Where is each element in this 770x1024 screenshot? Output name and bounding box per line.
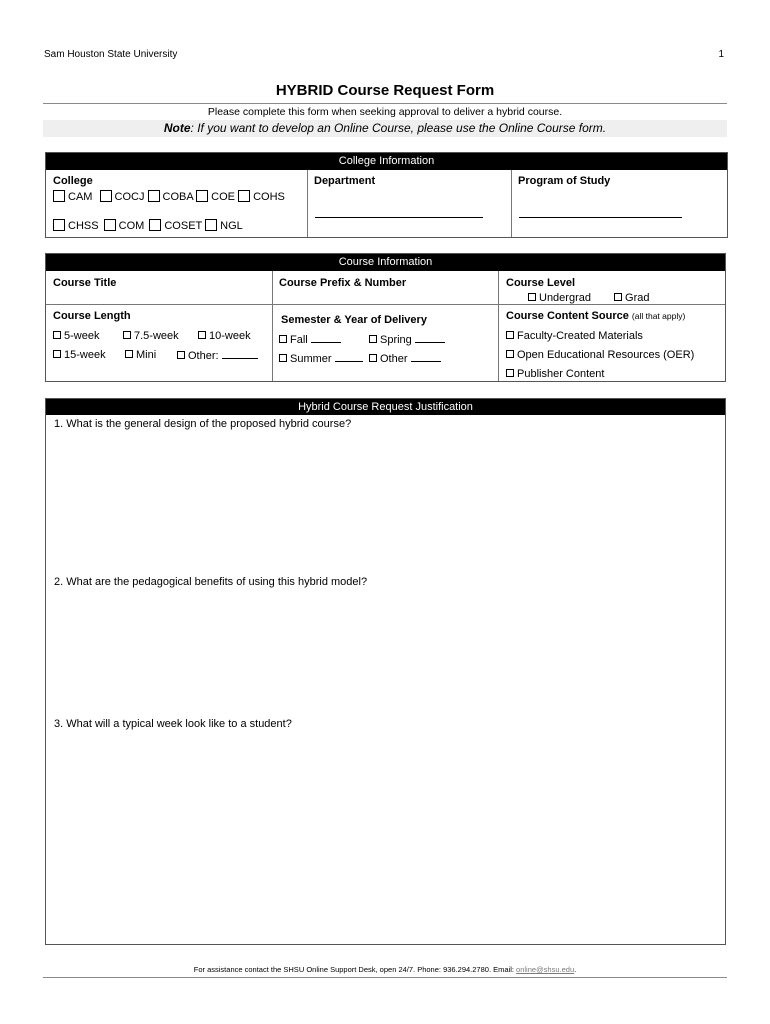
justification-header: Hybrid Course Request Justification (46, 399, 725, 415)
checkbox[interactable] (177, 351, 185, 359)
checkbox[interactable] (53, 219, 65, 231)
checkbox[interactable] (506, 350, 514, 358)
course-information-header: Course Information (46, 254, 725, 271)
college-option-ngl[interactable]: NGL (205, 220, 243, 232)
college-option-coset[interactable]: COSET (149, 220, 202, 232)
title-divider (43, 103, 727, 104)
answer-2-area[interactable] (52, 591, 719, 713)
checkbox[interactable] (149, 219, 161, 231)
divider (307, 170, 308, 237)
course-prefix-label: Course Prefix & Number (279, 277, 407, 289)
college-option-cocj[interactable]: COCJ (100, 191, 145, 203)
length-option-other[interactable]: Other: (177, 349, 258, 362)
checkbox[interactable] (198, 331, 206, 339)
answer-1-area[interactable] (52, 433, 719, 573)
checkbox[interactable] (238, 190, 250, 202)
content-option-oer[interactable]: Open Educational Resources (OER) (506, 349, 694, 361)
question-2: 2. What are the pedagogical benefits of using this hybrid model? (54, 576, 368, 588)
justification-section (45, 398, 726, 945)
checkbox[interactable] (125, 350, 133, 358)
content-option-publisher[interactable]: Publisher Content (506, 368, 604, 380)
semester-option-summer[interactable]: Summer (279, 352, 363, 365)
college-label: College (53, 175, 93, 187)
checkbox[interactable] (53, 190, 65, 202)
program-of-study-field[interactable] (519, 217, 682, 218)
length-option-mini[interactable]: Mini (125, 349, 156, 361)
checkbox[interactable] (506, 369, 514, 377)
checkbox[interactable] (104, 219, 116, 231)
semester-year-label: Semester & Year of Delivery (281, 314, 427, 326)
semester-option-other[interactable]: Other (369, 352, 441, 365)
checkbox[interactable] (100, 190, 112, 202)
checkbox[interactable] (369, 335, 377, 343)
divider (272, 271, 273, 381)
checkbox[interactable] (148, 190, 160, 202)
college-option-cam[interactable]: CAM (53, 191, 92, 203)
footer (0, 965, 770, 974)
footer-divider (43, 977, 727, 978)
college-row-2 (53, 219, 243, 232)
divider (46, 304, 725, 305)
content-option-faculty[interactable]: Faculty-Created Materials (506, 330, 643, 342)
course-length-label: Course Length (53, 310, 131, 322)
footer-end: . (574, 965, 577, 974)
checkbox[interactable] (279, 335, 287, 343)
other-length-field[interactable] (222, 349, 258, 359)
note-text: : If you want to develop an Online Course, please use the Online Course form. (190, 121, 607, 135)
college-option-coe[interactable]: COE (196, 191, 235, 203)
college-option-coba[interactable]: COBA (148, 191, 194, 203)
spring-year-field[interactable] (415, 333, 445, 343)
checkbox[interactable] (369, 354, 377, 362)
department-label: Department (314, 175, 376, 187)
checkbox[interactable] (196, 190, 208, 202)
length-option-7-5-week[interactable]: 7.5-week (123, 330, 179, 342)
checkbox[interactable] (53, 350, 61, 358)
divider (498, 271, 499, 381)
question-3: 3. What will a typical week look like to a student? (54, 718, 292, 730)
page-number: 1 (718, 49, 724, 60)
length-option-10-week[interactable]: 10-week (198, 330, 251, 342)
note-label: Note (163, 121, 191, 135)
college-row-1 (53, 190, 285, 203)
checkbox[interactable] (614, 293, 622, 301)
checkbox[interactable] (123, 331, 131, 339)
college-option-chss[interactable]: CHSS (53, 220, 99, 232)
question-1: 1. What is the general design of the proposed hybrid course? (54, 418, 352, 430)
checkbox[interactable] (53, 331, 61, 339)
college-information-header: College Information (46, 153, 727, 170)
college-information-section (45, 152, 728, 238)
form-title: HYBRID Course Request Form (275, 82, 495, 99)
level-option-undergrad[interactable]: Undergrad (528, 292, 591, 304)
semester-option-spring[interactable]: Spring (369, 333, 445, 346)
college-option-com[interactable]: COM (104, 220, 145, 232)
divider (511, 170, 512, 237)
note-banner (43, 120, 727, 137)
length-option-5-week[interactable]: 5-week (53, 330, 99, 342)
content-source-label: Course Content Source (506, 310, 629, 322)
semester-option-fall[interactable]: Fall (279, 333, 341, 346)
course-level-label: Course Level (506, 277, 576, 289)
support-email-link[interactable]: online@shsu.edu (516, 965, 575, 974)
course-title-label: Course Title (53, 277, 117, 289)
content-source-heading (506, 310, 685, 322)
fall-year-field[interactable] (311, 333, 341, 343)
department-field[interactable] (315, 217, 483, 218)
college-option-cohs[interactable]: COHS (238, 191, 285, 203)
checkbox[interactable] (279, 354, 287, 362)
course-information-section (45, 253, 726, 382)
content-source-note: (all that apply) (631, 311, 686, 321)
summer-year-field[interactable] (335, 352, 363, 362)
institution-name: Sam Houston State University (44, 49, 178, 60)
checkbox[interactable] (528, 293, 536, 301)
form-subtitle: Please complete this form when seeking approval to deliver a hybrid course. (207, 106, 563, 118)
course-level-options (528, 292, 650, 304)
checkbox[interactable] (205, 219, 217, 231)
footer-text: For assistance contact the SHSU Online Support Desk, open 24/7. Phone: 936.294.2780. Email: (193, 965, 517, 974)
checkbox[interactable] (506, 331, 514, 339)
other-semester-field[interactable] (411, 352, 441, 362)
level-option-grad[interactable]: Grad (614, 292, 649, 304)
length-option-15-week[interactable]: 15-week (53, 349, 106, 361)
answer-3-area[interactable] (52, 733, 719, 938)
program-of-study-label: Program of Study (518, 175, 611, 187)
